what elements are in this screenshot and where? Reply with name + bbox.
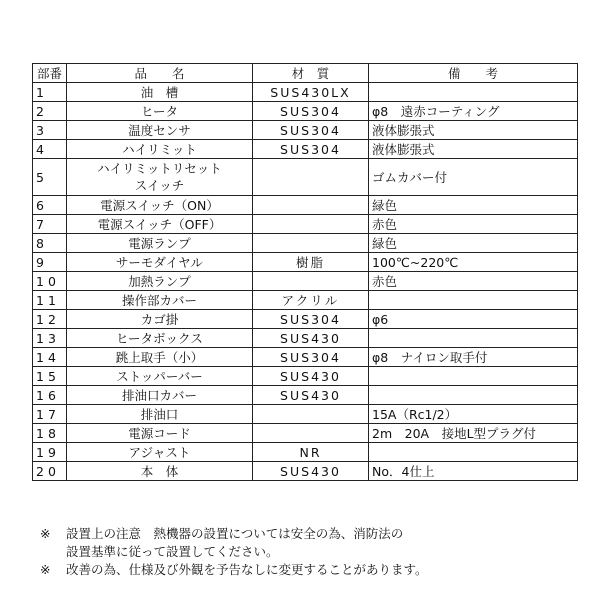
material-cell: 樹脂 <box>253 253 369 272</box>
note-mark: ※ <box>40 526 51 541</box>
material-cell <box>253 215 369 234</box>
part-name-cell: 電源スイッチ（ON） <box>67 196 253 215</box>
header-part-number: 部番 <box>33 64 67 83</box>
header-part-name: 品 名 <box>67 64 253 83</box>
table-row <box>33 386 578 405</box>
material-cell: SUS430 <box>253 462 369 481</box>
part-name-cell: 温度センサ <box>67 121 253 140</box>
remarks-cell: No．4仕上 <box>369 462 578 481</box>
remarks-cell: 2m 20A 接地L型プラグ付 <box>369 424 578 443</box>
material-cell: SUS304 <box>253 102 369 121</box>
part-number-cell: 6 <box>33 196 67 215</box>
note-text-2: 設置基準に従って設置してください。 <box>66 544 279 559</box>
table-row <box>33 329 578 348</box>
part-name-cell: 排油口 <box>67 405 253 424</box>
table-row <box>33 215 578 234</box>
part-name-cell: 本 体 <box>67 462 253 481</box>
remarks-cell: φ6 <box>369 310 578 329</box>
material-cell: SUS304 <box>253 121 369 140</box>
remarks-cell: 緑色 <box>369 196 578 215</box>
material-cell: SUS430 <box>253 329 369 348</box>
material-cell <box>253 272 369 291</box>
remarks-cell: 赤色 <box>369 272 578 291</box>
remarks-cell: 100℃~220℃ <box>369 253 578 272</box>
header-remarks: 備 考 <box>369 64 578 83</box>
remarks-cell <box>369 386 578 405</box>
table-row <box>33 367 578 386</box>
remarks-cell: φ8 ナイロン取手付 <box>369 348 578 367</box>
material-cell: SUS304 <box>253 310 369 329</box>
table-row <box>33 140 578 159</box>
remarks-cell: 液体膨張式 <box>369 121 578 140</box>
table-row <box>33 234 578 253</box>
table-row <box>33 405 578 424</box>
part-name-cell: サーモダイヤル <box>67 253 253 272</box>
part-number-cell: 11 <box>33 291 67 310</box>
note-item <box>40 543 428 561</box>
part-number-cell: 3 <box>33 121 67 140</box>
part-number-cell: 19 <box>33 443 67 462</box>
material-cell: SUS430 <box>253 386 369 405</box>
remarks-cell: 15A（Rc1/2） <box>369 405 578 424</box>
table-row <box>33 159 578 196</box>
remarks-cell <box>369 83 578 102</box>
material-cell <box>253 424 369 443</box>
table-row <box>33 102 578 121</box>
part-number-cell: 12 <box>33 310 67 329</box>
part-number-cell: 18 <box>33 424 67 443</box>
part-name-multiline: ハイリミットリセット スイッチ <box>97 161 222 193</box>
table-row <box>33 443 578 462</box>
part-name-cell: ヒータボックス <box>67 329 253 348</box>
part-name-cell: 操作部カバー <box>67 291 253 310</box>
parts-table <box>32 63 578 481</box>
table-row <box>33 253 578 272</box>
part-name-cell: ストッパーバー <box>67 367 253 386</box>
part-number-cell: 14 <box>33 348 67 367</box>
part-name-cell: 電源コード <box>67 424 253 443</box>
table-row <box>33 291 578 310</box>
part-name-cell: 加熱ランプ <box>67 272 253 291</box>
table-row <box>33 310 578 329</box>
material-cell <box>253 159 369 196</box>
table-row <box>33 272 578 291</box>
remarks-cell: ゴムカバー付 <box>369 159 578 196</box>
part-name-cell <box>67 159 253 196</box>
material-cell: SUS304 <box>253 140 369 159</box>
part-name-cell: アジャスト <box>67 443 253 462</box>
part-number-cell: 10 <box>33 272 67 291</box>
part-number-cell: 13 <box>33 329 67 348</box>
table-row <box>33 83 578 102</box>
part-name-cell: ハイリミット <box>67 140 253 159</box>
material-cell: SUS304 <box>253 348 369 367</box>
table-header-row <box>33 64 578 83</box>
remarks-cell: 赤色 <box>369 215 578 234</box>
part-number-cell: 5 <box>33 159 67 196</box>
table-row <box>33 462 578 481</box>
part-name-cell: 排油口カバー <box>67 386 253 405</box>
remarks-cell: φ8 遠赤コーティング <box>369 102 578 121</box>
material-cell <box>253 234 369 253</box>
table-row <box>33 121 578 140</box>
remarks-cell <box>369 329 578 348</box>
note-mark: ※ <box>40 562 51 577</box>
note-item <box>40 525 428 543</box>
part-number-cell: 16 <box>33 386 67 405</box>
header-material: 材 質 <box>253 64 369 83</box>
remarks-cell <box>369 443 578 462</box>
part-number-cell: 9 <box>33 253 67 272</box>
part-number-cell: 4 <box>33 140 67 159</box>
part-name-cell: カゴ掛 <box>67 310 253 329</box>
part-number-cell: 7 <box>33 215 67 234</box>
remarks-cell <box>369 367 578 386</box>
remarks-cell <box>369 291 578 310</box>
note-text-3: 改善の為、仕様及び外観を予告なしに変更することがあります。 <box>66 562 428 577</box>
part-number-cell: 8 <box>33 234 67 253</box>
material-cell <box>253 405 369 424</box>
note-item <box>40 561 428 579</box>
part-number-cell: 17 <box>33 405 67 424</box>
part-name-cell: 電源ランプ <box>67 234 253 253</box>
part-name-cell: 跳上取手（小） <box>67 348 253 367</box>
parts-table-body <box>33 83 578 481</box>
material-cell: NR <box>253 443 369 462</box>
notes-section <box>40 525 428 579</box>
material-cell: SUS430LX <box>253 83 369 102</box>
note-text-1: 設置上の注意 熱機器の設置については安全の為、消防法の <box>66 526 404 541</box>
table-row <box>33 196 578 215</box>
part-number-cell: 15 <box>33 367 67 386</box>
material-cell: アクリル <box>253 291 369 310</box>
part-number-cell: 20 <box>33 462 67 481</box>
material-cell <box>253 196 369 215</box>
table-row <box>33 424 578 443</box>
material-cell: SUS430 <box>253 367 369 386</box>
part-number-cell: 2 <box>33 102 67 121</box>
table-row <box>33 348 578 367</box>
part-number-cell: 1 <box>33 83 67 102</box>
remarks-cell: 緑色 <box>369 234 578 253</box>
part-name-cell: ヒータ <box>67 102 253 121</box>
part-name-cell: 油 槽 <box>67 83 253 102</box>
remarks-cell: 液体膨張式 <box>369 140 578 159</box>
part-name-cell: 電源スイッチ（OFF） <box>67 215 253 234</box>
